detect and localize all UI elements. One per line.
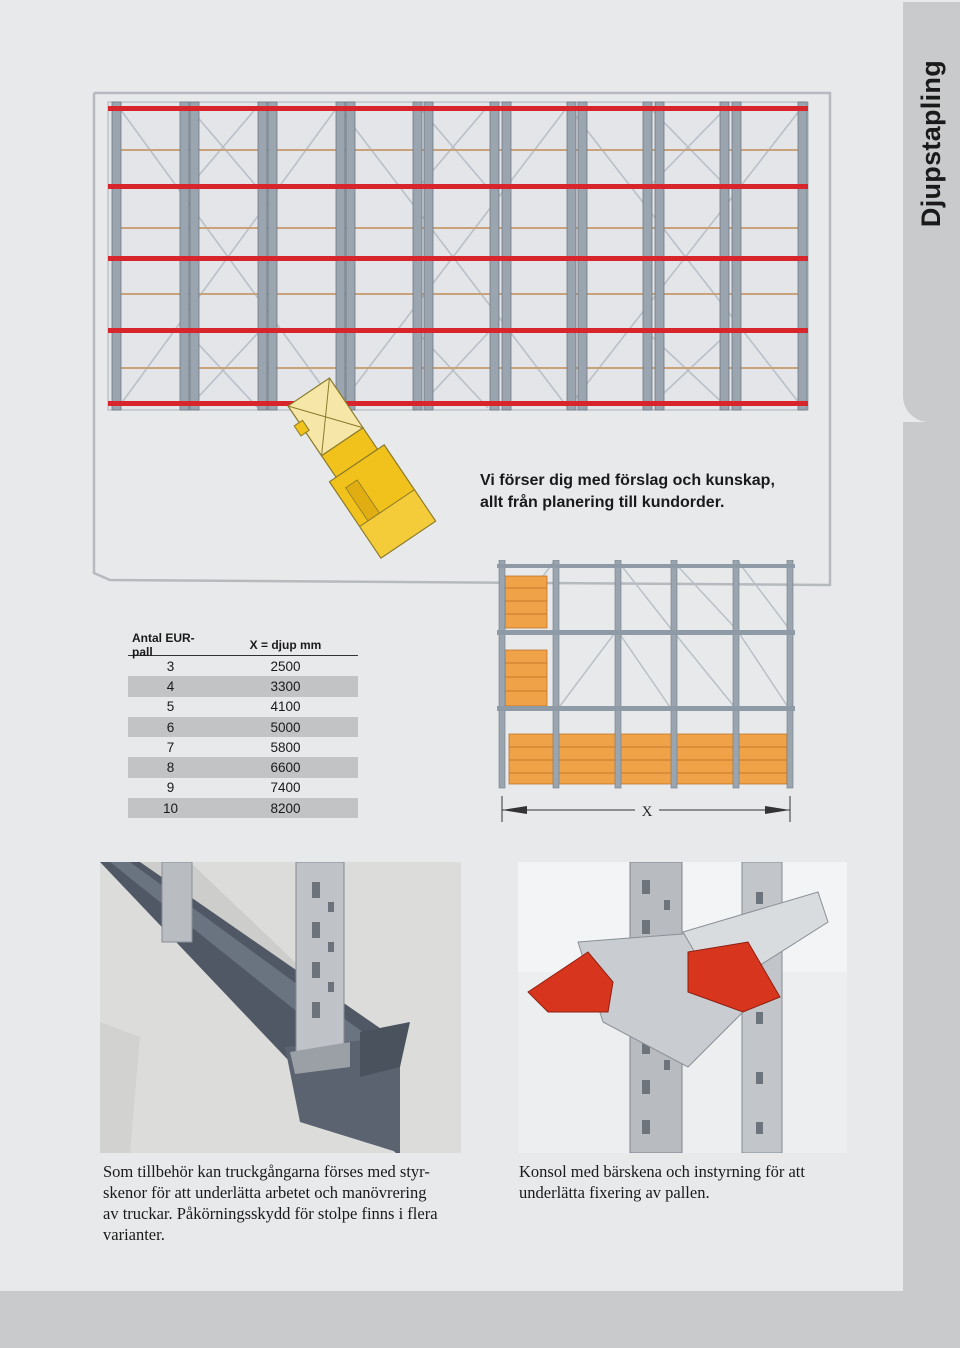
table-row [128,717,358,737]
cell-depth: 8200 [270,800,301,816]
tagline-line-1: Vi förser dig med förslag och kunskap, [480,472,775,489]
cell-depth: 4100 [270,699,301,715]
table-row [128,778,358,798]
cell-pallets: 10 [162,800,179,816]
tagline [480,470,810,514]
cell-pallets: 9 [166,780,175,796]
caption-line: av truckar. Påkörningsskydd för stolpe finns i flera [103,1204,438,1223]
cell-pallets: 7 [166,739,175,755]
cell-pallets: 4 [166,678,175,694]
caption-line: skenor för att underlätta arbetet och manövrering [103,1183,427,1202]
table-row [128,697,358,717]
cell-pallets: 6 [166,719,175,735]
section-tab-label: Djupstapling [916,60,946,228]
table-row [128,757,358,777]
cell-pallets: 5 [166,699,175,715]
section-tab-label-wrap [903,2,960,422]
tagline-line-2: allt från planering till kundorder. [480,494,725,511]
cell-depth: 6600 [270,760,301,776]
guide-rail-caption [103,1161,463,1245]
console-rail-photo [518,862,847,1153]
cell-depth: 5800 [270,739,301,755]
header-pallet-count: Antal EUR-pall [132,631,195,659]
cell-depth: 5000 [270,719,301,735]
caption-line: varianter. [103,1225,165,1244]
table-row [128,656,358,676]
guide-rail-photo [100,862,461,1153]
side-margin-strip [903,422,960,1348]
dimension-x-label: X [641,804,653,820]
table-row [128,676,358,696]
header-depth: X = djup mm [249,638,322,652]
rack-plan-drawing [88,88,833,590]
caption-line: underlätta fixering av pallen. [519,1183,710,1202]
cell-depth: 2500 [270,658,301,674]
cell-depth: 7400 [270,780,301,796]
table-header [128,631,358,659]
caption-line: Konsol med bärskena och instyrning för att [519,1162,805,1181]
table-row [128,737,358,757]
footer-bar [0,1291,903,1348]
caption-line: Som tillbehör kan truckgångarna förses med styr- [103,1162,430,1181]
table-row [128,798,358,818]
cell-depth: 3300 [270,678,301,694]
console-caption [519,1161,854,1203]
rack-side-view-drawing [497,560,797,825]
cell-pallets: 8 [166,760,175,776]
section-tab [903,2,960,422]
depth-table [128,631,358,818]
cell-pallets: 3 [166,658,175,674]
